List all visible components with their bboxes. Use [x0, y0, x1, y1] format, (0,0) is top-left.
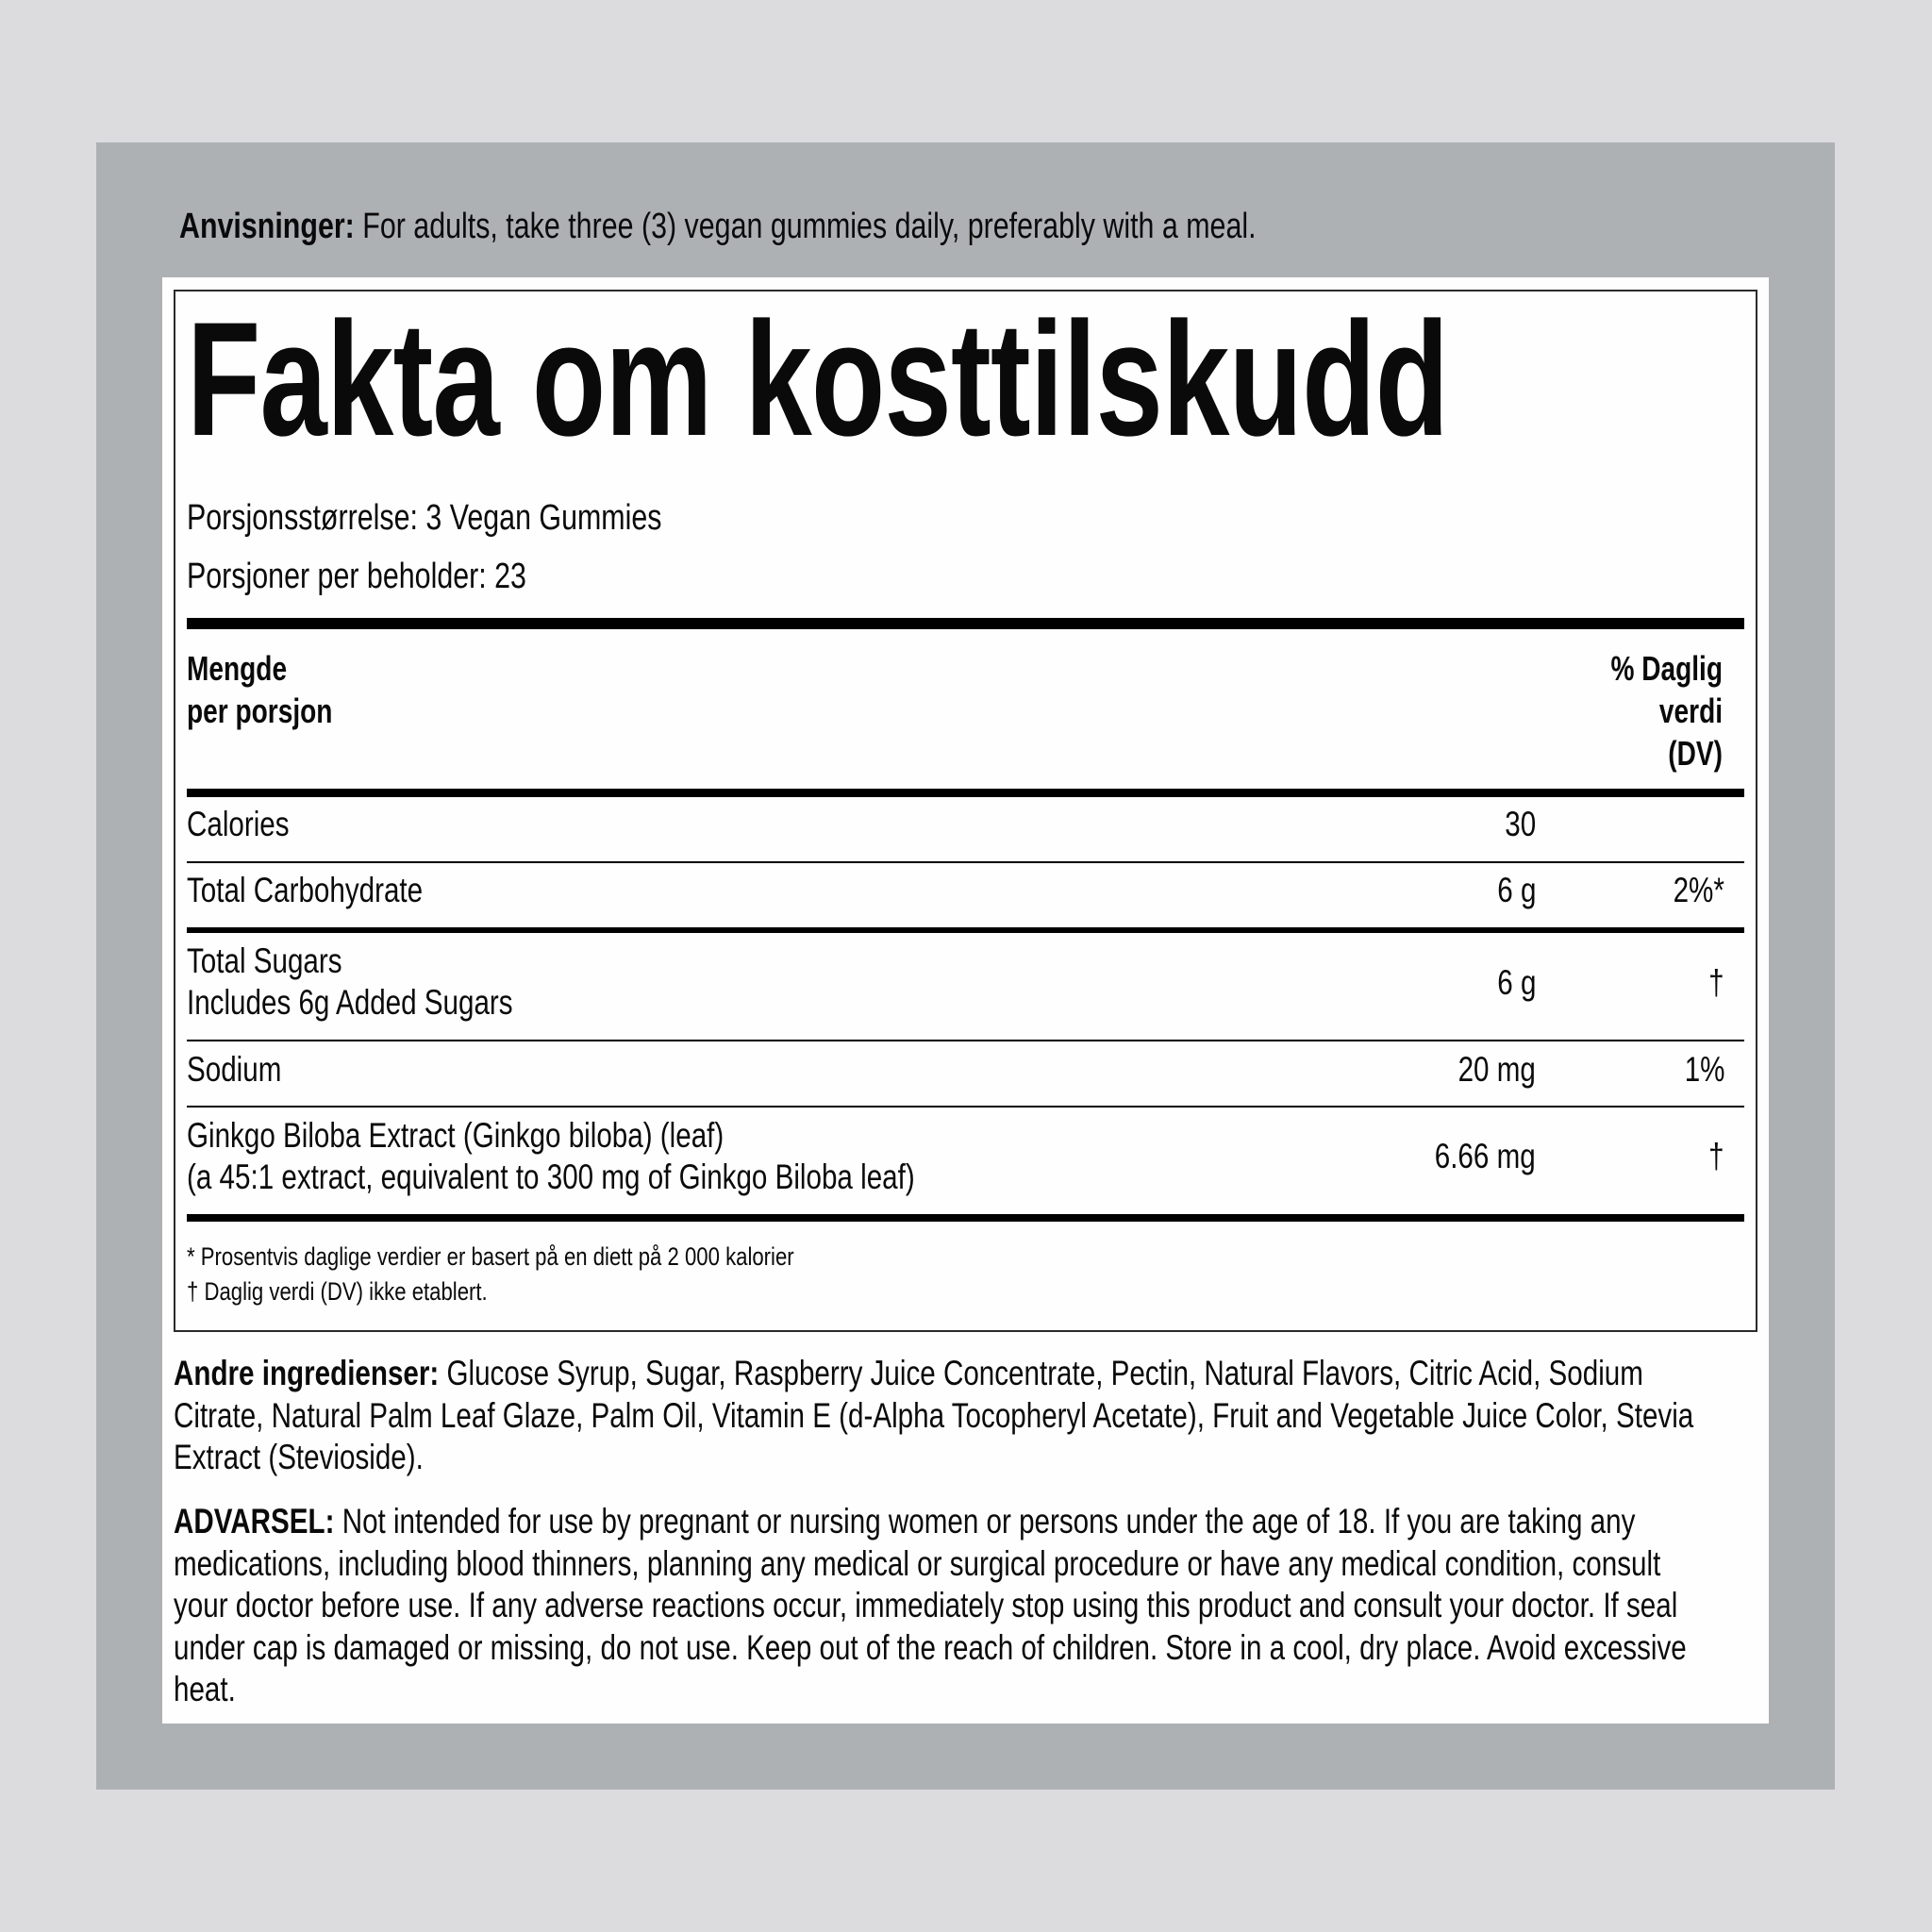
servings-per-container: [187, 556, 611, 597]
facts-title-text: Fakta om kosttilskudd: [187, 289, 1449, 470]
directions: [179, 206, 1525, 247]
warning-line: your doctor before use. If any adverse reactions occur, immediately stop using this product and consult your doctor. If seal: [174, 1586, 1678, 1624]
thick-divider: [187, 789, 1744, 797]
nutrient-dv-text: 1%: [1684, 1050, 1724, 1089]
nutrient-amount-text: 6 g: [1496, 963, 1536, 1002]
nutrient-name-text: Total Sugars: [187, 941, 342, 980]
nutrient-dv: [1509, 870, 1724, 911]
nutrient-name: [187, 1049, 305, 1091]
thick-divider: [187, 618, 1744, 629]
nutrient-dv: [1509, 962, 1724, 1004]
dagger-icon: †: [1708, 963, 1724, 1002]
nutrient-name: [187, 804, 315, 845]
nutrient-amount: [1321, 1136, 1536, 1177]
ingredients-line: Citrate, Natural Palm Leaf Glaze, Palm Oil, Vitamin E (d-Alpha Tocopheryl Acetate), Fruit and Vegetable Juice Color, Stevia: [174, 1395, 1694, 1435]
nutrient-amount-text: 6.66 mg: [1435, 1137, 1536, 1175]
header-dv-line3: (DV): [1668, 734, 1723, 773]
daily-value-header: [1415, 647, 1723, 774]
nutrient-amount-text: 20 mg: [1457, 1050, 1536, 1089]
footnote-dagger: † Daglig verdi (DV) ikke etablert.: [187, 1277, 488, 1306]
facts-title: [187, 289, 1880, 470]
ingredients-label: Andre ingredienser:: [174, 1354, 440, 1392]
directions-label: Anvisninger:: [179, 207, 355, 246]
nutrient-dv: [1509, 1136, 1724, 1177]
nutrient-name-text: Total Carbohydrate: [187, 871, 424, 909]
warning-line: heat.: [174, 1670, 236, 1708]
header-amount-line1: Mengde: [187, 649, 288, 688]
nutrient-name: [187, 1115, 1097, 1198]
thin-divider: [187, 1106, 1744, 1108]
thin-divider: [187, 1040, 1744, 1041]
nutrient-dv: [1509, 1049, 1724, 1091]
serving-size: [187, 497, 780, 539]
warning-line: medications, including blood thinners, planning any medical or surgical procedure or have any medical condition, consult: [174, 1543, 1661, 1583]
nutrient-amount-text: 30: [1505, 805, 1536, 843]
header-dv-line1: % Daglig: [1610, 649, 1723, 688]
nutrient-name-text: Ginkgo Biloba Extract (Ginkgo biloba) (leaf): [187, 1116, 724, 1155]
warning-line: under cap is damaged or missing, do not use. Keep out of the reach of children. Store in a cool, dry place. Avoid excessive: [174, 1627, 1687, 1667]
warning-line: Not intended for use by pregnant or nursing women or persons under the age of 18. If you are taking any: [334, 1502, 1636, 1541]
nutrient-subtext: Includes 6g Added Sugars: [187, 983, 513, 1022]
nutrient-name-text: Calories: [187, 805, 290, 843]
nutrient-dv-text: 2%*: [1673, 871, 1724, 909]
nutrient-amount: [1321, 962, 1536, 1004]
nutrient-name-text: Sodium: [187, 1050, 282, 1089]
warning: [174, 1501, 1932, 1711]
footnotes: [187, 1240, 927, 1309]
dagger-icon: †: [1708, 1137, 1724, 1175]
nutrient-amount-text: 6 g: [1496, 871, 1536, 909]
thick-divider: [187, 1214, 1744, 1222]
serving-size-text: Porsjonsstørrelse: 3 Vegan Gummies: [187, 498, 662, 538]
nutrient-name: [187, 941, 594, 1024]
nutrient-amount: [1321, 1049, 1536, 1091]
servings-per-container-text: Porsjoner per beholder: 23: [187, 557, 526, 596]
header-amount-line2: per porsjon: [187, 691, 333, 730]
directions-text: For adults, take three (3) vegan gummies daily, preferably with a meal.: [354, 207, 1257, 246]
nutrient-subtext: (a 45:1 extract, equivalent to 300 mg of Ginkgo Biloba leaf): [187, 1158, 915, 1196]
thick-divider: [187, 927, 1744, 933]
thin-divider: [187, 861, 1744, 863]
nutrient-name: [187, 870, 482, 911]
warning-label: ADVARSEL:: [174, 1502, 335, 1541]
other-ingredients: [174, 1353, 1932, 1479]
nutrient-amount: [1321, 870, 1536, 911]
nutrient-amount: [1321, 804, 1536, 845]
footnote-asterisk: * Prosentvis daglige verdier er basert på en diett på 2 000 kalorier: [187, 1242, 794, 1271]
ingredients-line: Extract (Stevioside).: [174, 1438, 424, 1476]
amount-per-serving-header: [187, 647, 374, 732]
header-dv-line2: verdi: [1658, 691, 1723, 730]
ingredients-line: Glucose Syrup, Sugar, Raspberry Juice Concentrate, Pectin, Natural Flavors, Citric Acid, Sodium: [439, 1354, 1643, 1392]
